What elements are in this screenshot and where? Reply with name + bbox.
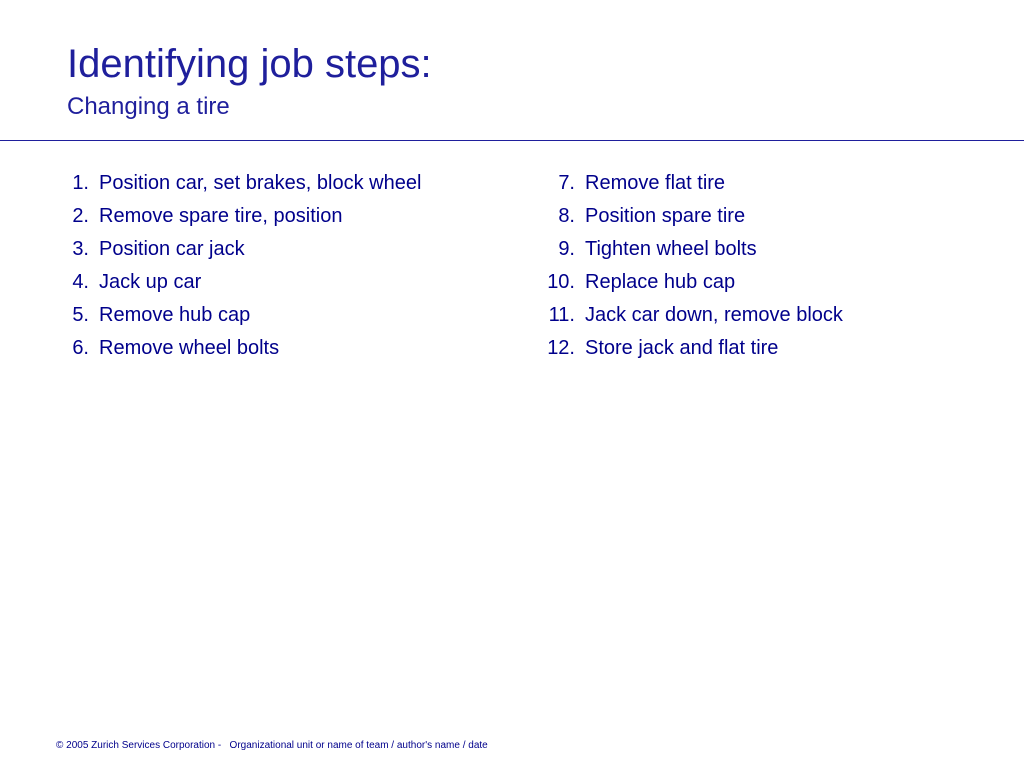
step-text: Remove spare tire, position <box>99 205 343 227</box>
step-number: 8. <box>558 205 575 227</box>
step-number: 2. <box>72 205 89 227</box>
step-text: Position spare tire <box>585 205 746 227</box>
step-text: Remove hub cap <box>99 304 251 326</box>
list-item <box>540 167 980 200</box>
step-number: 4. <box>72 271 89 293</box>
list-item <box>540 233 980 266</box>
list-item <box>540 266 980 299</box>
steps-list-right <box>540 167 980 365</box>
slide-title: Identifying job steps: <box>67 42 432 86</box>
step-number: 12. <box>547 337 575 359</box>
list-item <box>67 233 507 266</box>
step-text: Remove wheel bolts <box>99 337 280 359</box>
list-item <box>67 200 507 233</box>
step-number: 7. <box>558 172 575 194</box>
step-number: 9. <box>558 238 575 260</box>
step-number: 10. <box>547 271 575 293</box>
step-text: Tighten wheel bolts <box>585 238 757 260</box>
step-text: Position car, set brakes, block wheel <box>99 172 422 194</box>
steps-list-left <box>67 167 507 365</box>
step-number: 6. <box>72 337 89 359</box>
list-item <box>540 200 980 233</box>
slide-subtitle: Changing a tire <box>67 93 230 120</box>
step-text: Replace hub cap <box>585 271 736 293</box>
step-text: Jack up car <box>99 271 202 293</box>
list-item <box>67 266 507 299</box>
list-item <box>67 332 507 365</box>
list-item <box>540 332 980 365</box>
step-number: 3. <box>72 238 89 260</box>
list-item <box>67 167 507 200</box>
list-item <box>540 299 980 332</box>
step-text: Remove flat tire <box>585 172 726 194</box>
step-text: Position car jack <box>99 238 245 260</box>
step-number: 11. <box>548 304 575 326</box>
list-item <box>67 299 507 332</box>
step-text: Jack car down, remove block <box>585 304 843 326</box>
step-number: 1. <box>72 172 89 194</box>
step-number: 5. <box>72 304 89 326</box>
slide-footer: © 2005 Zurich Services Corporation - Organizational unit or name of team / author's name / date <box>56 740 488 751</box>
title-divider <box>0 140 1024 141</box>
step-text: Store jack and flat tire <box>585 337 779 359</box>
